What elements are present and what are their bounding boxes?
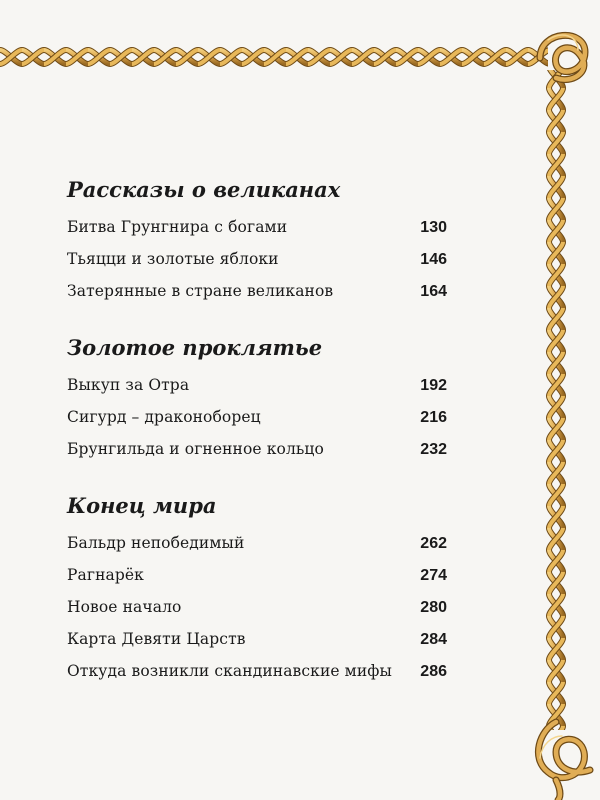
toc-entry bbox=[67, 655, 447, 687]
toc-section-golden-curse bbox=[67, 333, 447, 465]
entry-page-number: 130 bbox=[420, 219, 447, 236]
entry-title: Брунгильда и огненное кольцо bbox=[67, 440, 324, 458]
toc-entry bbox=[67, 527, 447, 559]
entry-page-number: 146 bbox=[420, 251, 447, 268]
toc-entry bbox=[67, 243, 447, 275]
entry-title: Бальдр непобедимый bbox=[67, 534, 245, 552]
entry-title: Откуда возникли скандинавские мифы bbox=[67, 662, 392, 680]
entry-title: Выкуп за Отра bbox=[67, 376, 190, 394]
border-corner-knot-bottom bbox=[538, 722, 590, 800]
toc-entry bbox=[67, 401, 447, 433]
entry-page-number: 262 bbox=[420, 535, 447, 552]
toc-entry bbox=[67, 591, 447, 623]
toc-entry bbox=[67, 211, 447, 243]
toc-section-end-of-world bbox=[67, 491, 447, 687]
entry-page-number: 274 bbox=[420, 567, 447, 584]
section-title: Рассказы о великанах bbox=[67, 177, 341, 202]
toc-section-giants bbox=[67, 175, 447, 307]
entry-page-number: 286 bbox=[420, 663, 447, 680]
entry-page-number: 232 bbox=[420, 441, 447, 458]
entry-page-number: 164 bbox=[420, 283, 447, 300]
entry-title: Затерянные в стране великанов bbox=[67, 282, 334, 300]
entry-title: Карта Девяти Царств bbox=[67, 630, 246, 648]
toc-entry bbox=[67, 433, 447, 465]
entry-page-number: 192 bbox=[420, 377, 447, 394]
toc-entry bbox=[67, 623, 447, 655]
border-right-braid bbox=[545, 70, 567, 730]
table-of-contents bbox=[67, 175, 447, 713]
border-corner-knot-top bbox=[540, 35, 585, 80]
entry-title: Рагнарёк bbox=[67, 566, 144, 584]
section-title: Золотое проклятье bbox=[67, 335, 323, 360]
entry-page-number: 216 bbox=[420, 409, 447, 426]
toc-entry bbox=[67, 369, 447, 401]
entry-page-number: 284 bbox=[420, 631, 447, 648]
entry-title: Битва Грунгнира с богами bbox=[67, 218, 288, 236]
entry-title: Новое начало bbox=[67, 598, 182, 616]
toc-entry bbox=[67, 559, 447, 591]
entry-title: Тьяцци и золотые яблоки bbox=[67, 250, 279, 268]
toc-entry bbox=[67, 275, 447, 307]
entry-page-number: 280 bbox=[420, 599, 447, 616]
border-top-braid bbox=[0, 46, 548, 68]
entry-title: Сигурд – драконоборец bbox=[67, 408, 261, 426]
section-title: Конец мира bbox=[67, 493, 217, 518]
